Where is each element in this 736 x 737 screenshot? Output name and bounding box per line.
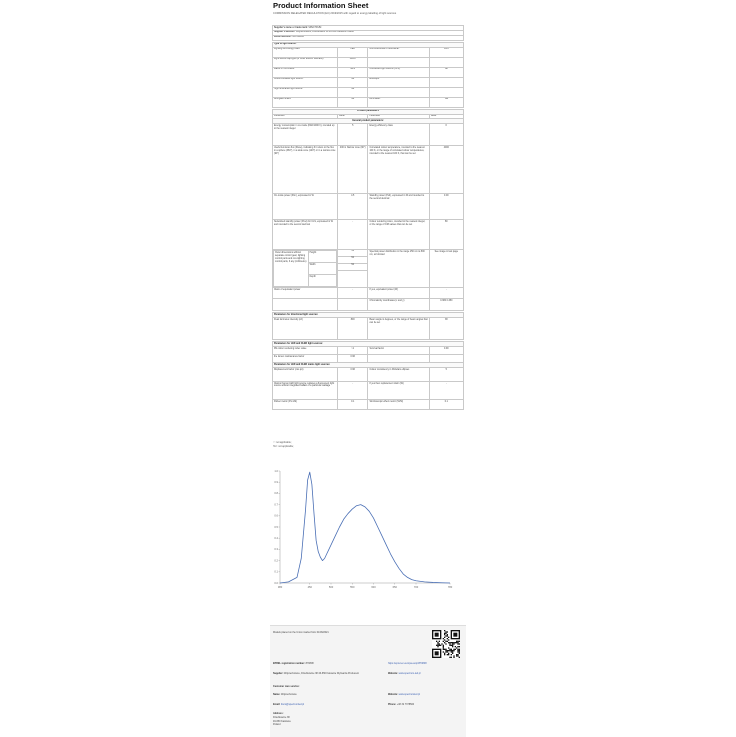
table-cell: 0.1 [337, 400, 368, 410]
website-label: Website: [388, 672, 398, 675]
email-link[interactable]: biuro@spectrumled.pl [280, 703, 305, 706]
note-line: '-': not applicable; [273, 441, 292, 444]
general-row [273, 124, 464, 146]
section-heading: Parameters for LED and OLED light sources: [273, 342, 464, 347]
x-tick-label: 380 [277, 586, 283, 589]
mains-row [273, 382, 464, 400]
footer [270, 625, 466, 737]
table-cell: 80 [429, 220, 463, 250]
customer-care-label: Customer care service: [273, 685, 300, 688]
table-cell: 0.96 [337, 355, 368, 363]
led-row [273, 347, 464, 355]
table-cell [429, 77, 463, 87]
y-tick-label: 0.8 [274, 492, 278, 496]
table-cell: DLS [429, 47, 463, 57]
name-label: Name: [273, 693, 281, 696]
table-cell: High luminance light source: [273, 87, 338, 97]
table-cell: Colour consistency in McAdam ellipses [368, 368, 429, 382]
supplier-value: SPECTRUM [308, 26, 322, 29]
table-cell: - [337, 288, 368, 299]
table-cell [273, 299, 338, 311]
table-cell: Stroboscopic effect metric (SVM) [368, 400, 429, 410]
table-cell: Networked standby power (Pnet) for CLS, expressed in W and rounded to the second decimal [273, 220, 338, 250]
table-cell: Connected light source (CLS): [368, 67, 429, 77]
table-cell: Colour rendering index, rounded to the nearest integer, or the range of CRI-values that can be set [368, 220, 429, 250]
y-tick-label: 0.5 [274, 525, 278, 529]
email-label: Email: [273, 703, 281, 706]
section-heading: Parameters for directional light sources: [273, 313, 464, 318]
website2-label: Website: [388, 693, 398, 696]
general-row [273, 288, 464, 299]
table-cell: 4.5 [337, 194, 368, 220]
directional-row [273, 318, 464, 340]
info-table [272, 25, 464, 410]
supplier-label: Model identifier: [274, 36, 292, 39]
supplier-value: WOJ14006 [292, 36, 304, 39]
table-cell: Colour-tuneable light source: [273, 77, 338, 87]
table-cell: Lighting technology used: [273, 47, 338, 57]
table-cell: No [337, 77, 368, 87]
column-header: Parameter [368, 114, 429, 119]
dimension-value: 50 [338, 257, 368, 264]
y-tick-label: 0.6 [274, 514, 278, 518]
y-tick-label: 0.2 [274, 559, 278, 563]
table-cell: R9 colour rendering index value [273, 347, 338, 355]
table-cell: - [429, 288, 463, 299]
table-cell: Standby power (Psb), expressed in W and rounded to the second decimal [368, 194, 429, 220]
table-cell: Beam angle in degrees, or the range of beam angles that can be set [368, 318, 429, 340]
table-cell: - [337, 382, 368, 400]
table-cell: Energy efficiency class [368, 124, 429, 146]
dimension-values [337, 250, 368, 288]
table-cell: If yes then replacement claim (W) [368, 382, 429, 400]
table-cell: Spectral power distribution in the range 250 nm to 800 nm, at full-load [368, 250, 429, 288]
table-cell: Displacement factor (cos φ1) [273, 368, 338, 382]
notes [273, 441, 294, 449]
x-tick-label: 500 [328, 586, 334, 589]
column-header: Value [337, 114, 368, 119]
table-cell: the lumen maintenance factor [273, 355, 338, 363]
eprel-label: EPREL registration number: [273, 662, 305, 665]
address-label: Address: [273, 712, 284, 715]
website2-link[interactable]: www.spectrumled.pl [398, 693, 420, 696]
general-row [273, 194, 464, 220]
dimension-label: Width [308, 263, 336, 275]
table-cell [273, 250, 338, 288]
table-cell: 5 [429, 368, 463, 382]
table-cell: Light source cap-type (or other electric interface) [273, 57, 338, 67]
section-heading: Product parameters [273, 109, 464, 114]
x-tick-label: 700 [413, 586, 419, 589]
table-cell: Chromaticity coordinates (x and y) [368, 299, 429, 311]
table-cell [337, 299, 368, 311]
table-cell: 0.90 [429, 347, 463, 355]
table-cell: Non-directional or directional: [368, 47, 429, 57]
table-cell: MLS [337, 67, 368, 77]
address-line: Poland [273, 723, 281, 726]
table-cell: On-mode power (Pon), expressed in W [273, 194, 338, 220]
type-row [273, 57, 464, 67]
table-cell: F [429, 124, 463, 146]
eprel-link[interactable]: https://eprel.ec.europa.eu/qr/870808 [388, 662, 427, 665]
table-cell [368, 57, 429, 67]
x-tick-label: 450 [307, 586, 312, 589]
table-cell [429, 57, 463, 67]
type-row [273, 47, 464, 57]
table-cell: No [337, 97, 368, 107]
section-heading: Type of light source: [273, 42, 464, 47]
table-cell: 400 in Narrow cone (90°) [337, 146, 368, 194]
info-table-body [273, 26, 464, 410]
general-row [273, 220, 464, 250]
y-tick-label: 0.4 [274, 537, 278, 540]
table-cell: GU10 [337, 57, 368, 67]
supplier-label: Supplier's name or trade mark: [274, 26, 308, 29]
page-title: Product Information Sheet [273, 1, 369, 10]
supplier-label: Supplier's address: [274, 31, 296, 34]
eprel-value: 870808 [305, 662, 314, 665]
table-cell [429, 87, 463, 97]
x-tick-label: 650 [392, 586, 397, 589]
table-cell: - [429, 382, 463, 400]
table-cell: Anti-glare shield: [273, 97, 338, 107]
table-cell: LED [337, 47, 368, 57]
note-line: 'No': not applicable; [273, 445, 294, 448]
table-cell: See image in last page [429, 250, 463, 288]
table-cell: No [337, 87, 368, 97]
y-tick-label: 0.0 [274, 581, 278, 585]
footer-note: Models placed on the Union market from 01/09/2021 [273, 631, 329, 634]
y-tick-label: 0.9 [274, 481, 278, 484]
table-cell: 800 [337, 318, 368, 340]
x-tick-label: 780 [447, 586, 453, 589]
dimensions-row [273, 250, 464, 288]
address-line: Dzieżkowice 38 [273, 716, 290, 719]
type-row [273, 87, 464, 97]
table-cell: Dimmable: [368, 97, 429, 107]
table-cell: - [337, 220, 368, 250]
qr-code-icon [432, 630, 460, 658]
phone-label: Phone: [388, 703, 397, 706]
table-cell: Energy consumption in on-mode (kWh/1000 h), rounded up to the nearest integer [273, 124, 338, 146]
table-cell: Correlated colour temperature, rounded to the nearest 100 K, or the range of correlated colour temperatures, rounded to the nearest 100 K, that can be set [368, 146, 429, 194]
dimension-label: Depth [308, 275, 336, 287]
y-tick-label: 1.0 [274, 469, 278, 473]
table-cell: Outer dimensions without separate control gear, lighting control parts and non-lighting control parts, if any (millimetre) [274, 251, 309, 287]
x-tick-label: 600 [371, 586, 376, 589]
website-link[interactable]: www.spectrum-led.pl [398, 672, 421, 675]
table-cell: No [429, 67, 463, 77]
mains-row [273, 368, 464, 382]
spectral-distribution-chart [270, 465, 460, 595]
column-header: Parameter [273, 114, 338, 119]
y-tick-label: 0.3 [274, 548, 278, 552]
y-tick-label: 0.1 [274, 570, 278, 574]
supplier-label: Supplier: [273, 672, 284, 675]
mains-row [273, 400, 464, 410]
supplier-value: Wojciechowice, Dzieżkowice 38 46-650 Katowice Wytwarza Producent [284, 672, 359, 675]
table-cell: 0.1 [429, 400, 463, 410]
chart-svg [270, 465, 460, 595]
table-cell: 4000 [429, 146, 463, 194]
table-cell: 38 [429, 318, 463, 340]
section-heading: General product parameters: [273, 119, 464, 124]
phone-value: +48 32 7378500 [396, 703, 415, 706]
address-line: 46-650 Katowice [273, 719, 291, 723]
name-value: Wojciechowice [280, 693, 297, 696]
table-cell: Peak luminous intensity (cd) [273, 318, 338, 340]
y-tick-label: 0.7 [274, 503, 278, 507]
table-cell: >1 [337, 347, 368, 355]
table-cell: 0.96 [337, 368, 368, 382]
supplier-value: Wojciechowice, Dzieżkowice 38 46-650 Katowice Poland [295, 31, 354, 34]
page-subtitle: COMMISSION DELEGATED REGULATION (EU) 2019/2015 with regard to energy labelling of light sources [273, 12, 397, 15]
table-cell: Flicker metric (Pst LM) [273, 400, 338, 410]
dimension-value: 50 [338, 264, 368, 271]
dimension-label: Height [308, 251, 336, 263]
spectrum-line [280, 472, 450, 583]
table-cell: If yes, equivalent power (W) [368, 288, 429, 299]
x-tick-label: 550 [350, 586, 355, 589]
table-cell [429, 355, 463, 363]
type-row [273, 97, 464, 107]
qr-code[interactable] [432, 630, 460, 658]
table-cell: Claim of equivalent power [273, 288, 338, 299]
type-row [273, 77, 464, 87]
table-cell: Useful luminous flux (Φuse), indicating if it refers to the flux in a sphere (360°), in a wide cone (120°) or in a narrow cone (90°) [273, 146, 338, 194]
table-cell: Claims that an LED light source replaces a fluorescent light source without integrated ballast of a particular wattage [273, 382, 338, 400]
table-cell: 5 [337, 124, 368, 146]
table-cell [368, 87, 429, 97]
table-cell: Survival factor [368, 347, 429, 355]
table-cell: Mains or non-mains: [273, 67, 338, 77]
general-row [273, 146, 464, 194]
general-row [273, 299, 464, 311]
table-cell: Envelope: [368, 77, 429, 87]
table-cell [368, 355, 429, 363]
led-row [273, 355, 464, 363]
table-cell: Yes [429, 97, 463, 107]
table-cell: 0.380 0.380 [429, 299, 463, 311]
dimension-value: 56 [338, 250, 368, 257]
section-heading: Parameters for LED and OLED mains light sources: [273, 363, 464, 368]
table-cell: 0.00 [429, 194, 463, 220]
type-row [273, 67, 464, 77]
column-header: Value [429, 114, 463, 119]
